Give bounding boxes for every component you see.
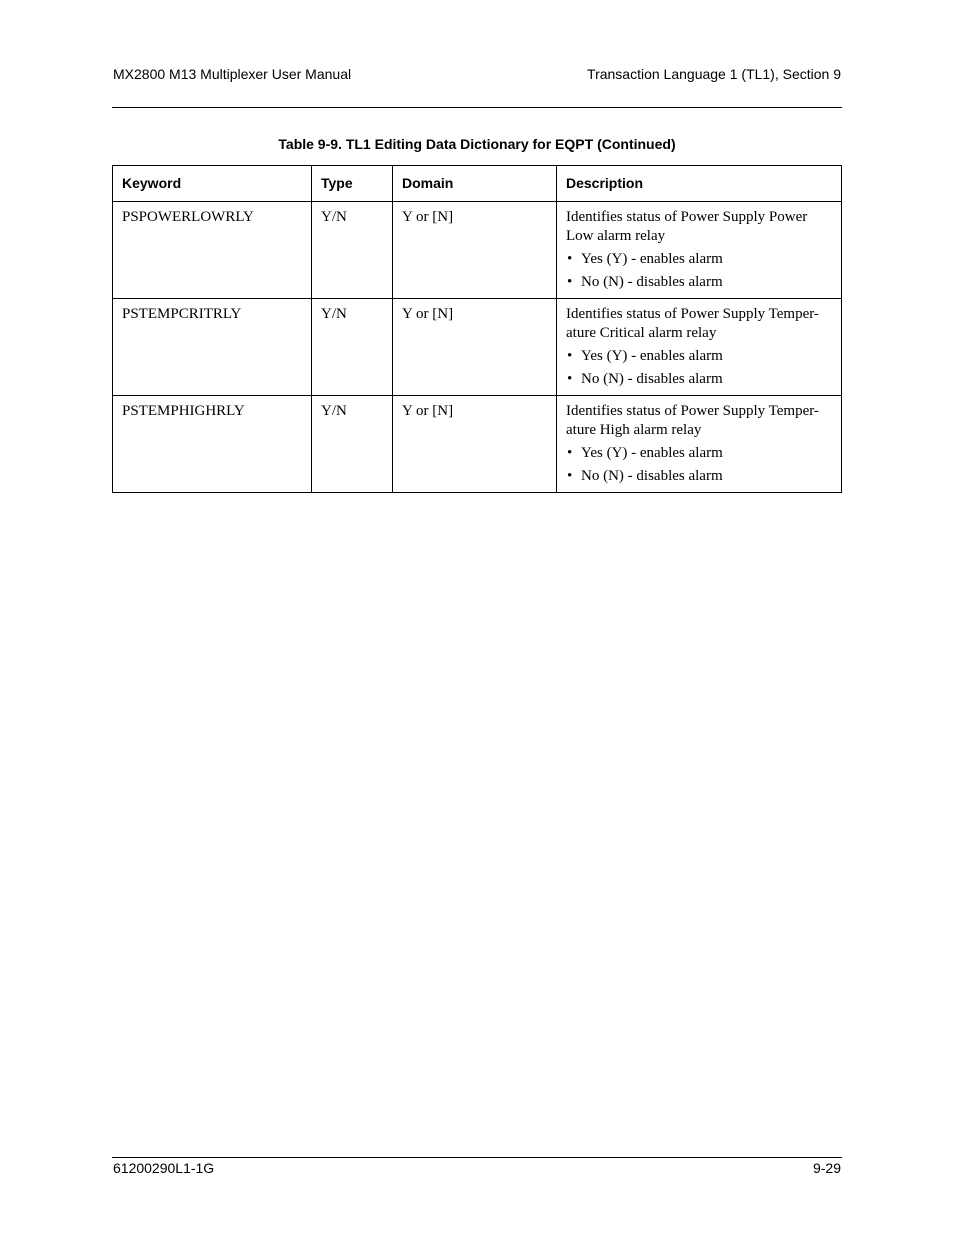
header-document-title: MX2800 M13 Multiplexer User Manual [113,66,352,82]
type-cell: Y/N [312,299,393,396]
header-divider [112,107,842,108]
footer-part-number: 61200290L1-1G [113,1160,215,1176]
description-line: Identifies status of Power Supply Power [566,209,808,225]
description-cell [557,396,842,493]
bullet-icon: • [567,445,573,461]
option-text: No (N) - disables alarm [581,371,723,387]
description-line: Identifies status of Power Supply Temper- [566,403,819,419]
domain-cell: Y or [N] [393,202,557,299]
option-item [566,273,833,292]
bullet-icon: • [567,251,573,267]
table-row [113,396,842,493]
option-list [566,347,833,389]
option-item [566,347,833,366]
column-header-domain: Domain [393,166,557,202]
table-row [113,299,842,396]
option-text: No (N) - disables alarm [581,468,723,484]
option-list [566,250,833,292]
type-cell: Y/N [312,396,393,493]
description-line: ature High alarm relay [566,422,702,438]
option-text: Yes (Y) - enables alarm [581,251,723,267]
option-item [566,444,833,463]
bullet-icon: • [567,274,573,290]
column-header-description: Description [557,166,842,202]
header-section-title: Transaction Language 1 (TL1), Section 9 [587,66,841,82]
domain-cell: Y or [N] [393,396,557,493]
table-caption: Table 9-9. TL1 Editing Data Dictionary for EQPT (Continued) [278,136,676,152]
description-line: Identifies status of Power Supply Temper- [566,306,819,322]
keyword-cell: PSPOWERLOWRLY [113,202,312,299]
description-line: ature Critical alarm relay [566,325,717,341]
keyword-cell: PSTEMPHIGHRLY [113,396,312,493]
option-item [566,467,833,486]
footer-divider [112,1157,842,1158]
domain-cell: Y or [N] [393,299,557,396]
option-text: Yes (Y) - enables alarm [581,348,723,364]
bullet-icon: • [567,348,573,364]
footer-page-number: 9-29 [812,1160,841,1176]
option-item [566,250,833,269]
option-item [566,370,833,389]
description-line: Low alarm relay [566,228,666,244]
description-cell [557,202,842,299]
bullet-icon: • [567,371,573,387]
option-text: Yes (Y) - enables alarm [581,445,723,461]
keyword-cell: PSTEMPCRITRLY [113,299,312,396]
column-header-type: Type [312,166,393,202]
data-dictionary-table [112,165,842,493]
table-row [113,202,842,299]
option-list [566,444,833,486]
column-header-keyword: Keyword [113,166,312,202]
type-cell: Y/N [312,202,393,299]
description-cell [557,299,842,396]
option-text: No (N) - disables alarm [581,274,723,290]
table-header-row [113,166,842,202]
bullet-icon: • [567,468,573,484]
